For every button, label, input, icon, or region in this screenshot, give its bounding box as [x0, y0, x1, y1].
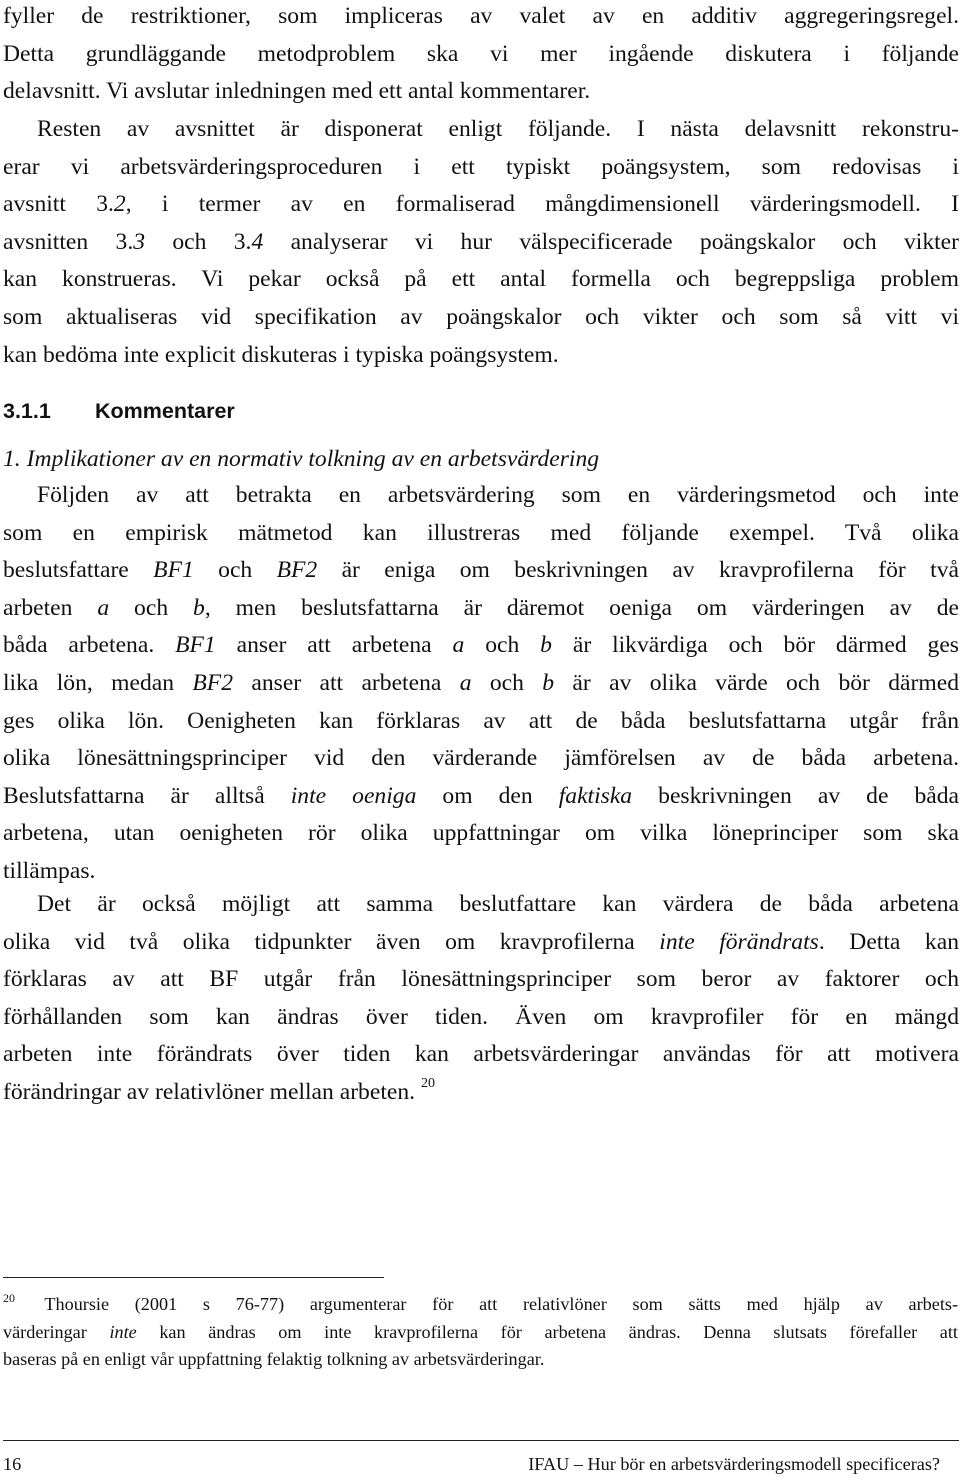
page-number: 16: [3, 1454, 22, 1474]
text-line: Det är också möjligt att samma beslutfattare kan värdera de båda arbetena: [37, 891, 959, 917]
text-line: arbeten a och b, men beslutsfattarna är däremot oeniga om värderingen av de: [3, 594, 959, 621]
footnote-line: $^{20}$ Thoursie (2001 s 76-77) argumenterar för att relativlöner som sätts med hjälp av arbets-: [3, 1291, 959, 1314]
footnote-separator: [3, 1277, 384, 1278]
footer-rule: [3, 1440, 959, 1441]
text-line: erar vi arbetsvärderingsproceduren i ett typiskt poängsystem, som redovisas i: [3, 153, 959, 180]
paragraph-example: [3, 477, 959, 891]
section-ref: 2: [113, 191, 126, 218]
text-line: arbeten inte förändrats över tiden kan arbetsvärderingar användas för att motivera: [3, 1041, 959, 1068]
footnote-line: värderingar inte kan ändras om inte kravprofilerna för arbetena ändras. Denna slutsats förefaller att: [3, 1321, 958, 1342]
running-title: IFAU – Hur bör en arbetsvärderingsmodell specificeras?: [528, 1454, 940, 1474]
text-line: kan bedöma inte explicit diskuteras i typiska poängsystem.: [3, 341, 559, 368]
text-line: förklaras av att BF utgår från lönesättningsprinciper som beror av faktorer och: [3, 966, 959, 993]
text-line: förändringar av relativlöner mellan arbeten. $^{20}$: [3, 1075, 435, 1105]
text-line: båda arbetena. BF1 anser att arbetena a och b är likvärdiga och bör därmed ges: [3, 632, 959, 659]
text-line: avsnitt 3.2, i termer av en formaliserad mångdimensionell värderingsmodell. I: [3, 191, 959, 218]
text-line: Resten av avsnittet är disponerat enligt följande. I nästa delavsnitt rekonstru-: [37, 116, 959, 142]
text-line: ges olika lön. Oenigheten kan förklaras av att de båda beslutsfattarna utgår från: [3, 707, 959, 734]
text-line: som en empirisk mätmetod kan illustreras med följande exempel. Två olika: [3, 519, 959, 546]
text-line: Detta grundläggande metodproblem ska vi mer ingående diskutera i följande: [3, 40, 959, 67]
section-ref: 3: [133, 228, 146, 255]
text-line: kan konstrueras. Vi pekar också på ett antal formella och begreppsliga problem: [3, 266, 959, 293]
section-number: 3.1.1: [3, 399, 51, 423]
text-line: delavsnitt. Vi avslutar inledningen med ett antal kommentarer.: [3, 78, 591, 105]
text-line: fyller de restriktioner, som impliceras av valet av en additiv aggregeringsregel.: [3, 3, 959, 29]
text-line: avsnitten 3.3 och 3.4 analyserar vi hur välspecificerade poängskalor och vikter: [3, 228, 959, 255]
text-line: tillämpas.: [3, 857, 96, 884]
text-line: Följden av att betrakta en arbetsvärdering som en värderingsmetod och inte: [37, 482, 959, 508]
paragraph-outline: [3, 111, 959, 374]
text-line: arbetena, utan oenigheten rör olika uppfattningar om vilka löneprinciper som ska: [3, 820, 959, 847]
text-line: olika vid två olika tidpunkter även om kravprofilerna inte förändrats. Detta kan: [3, 928, 959, 955]
paragraph-time: [3, 886, 959, 1112]
section-ref: 4: [251, 228, 264, 255]
text-line: Beslutsfattarna är alltså inte oeniga om den faktiska beskrivningen av de båda: [3, 782, 959, 809]
text-line: lika lön, medan BF2 anser att arbetena a och b är av olika värde och bör därmed: [3, 669, 959, 696]
footnote-reference[interactable]: 20: [420, 1075, 435, 1091]
text-line: som aktualiseras vid specifikation av poängskalor och vikter och som så vitt vi: [3, 303, 959, 330]
text-line: olika lönesättningsprinciper vid den värderande jämförelsen av de båda arbetena.: [3, 745, 959, 772]
section-heading: [3, 396, 235, 426]
text-line: beslutsfattare BF1 och BF2 är eniga om beskrivningen av kravprofilerna för två: [3, 557, 959, 584]
text-line: förhållanden som kan ändras över tiden. Även om kravprofiler för en mängd: [3, 1003, 959, 1030]
footnote-line: baseras på en enligt vår uppfattning felaktig tolkning av arbetsvärderingar.: [3, 1349, 545, 1369]
footnote: [3, 1291, 958, 1374]
footnote-marker: 20: [3, 1291, 15, 1305]
subheading: 1. Implikationer av en normativ tolkning av en arbetsvärdering: [3, 446, 600, 472]
paragraph-continuation: [3, 0, 959, 111]
section-title: Kommentarer: [95, 399, 235, 423]
